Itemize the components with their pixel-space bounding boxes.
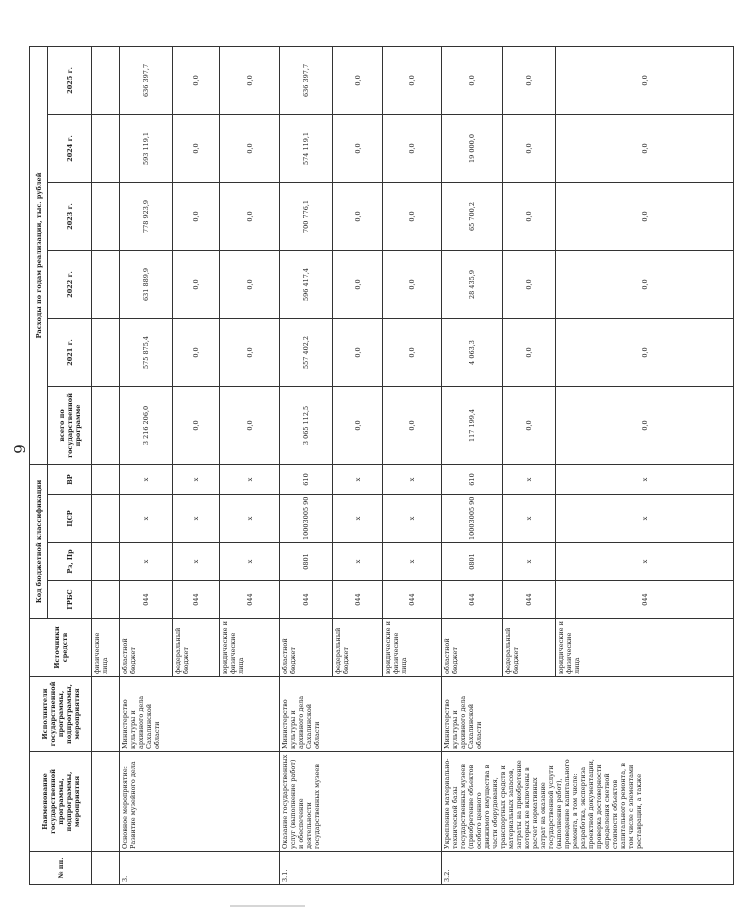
cell-source: юридические и физические лица bbox=[220, 619, 280, 677]
cell-total: 0,0 bbox=[503, 386, 556, 464]
cell-y2024: 0,0 bbox=[383, 114, 442, 182]
cell-y2024: 0,0 bbox=[173, 114, 220, 182]
cell-total: 117 199,4 bbox=[442, 386, 503, 464]
cell-csr bbox=[92, 495, 120, 543]
page-number: 6 bbox=[9, 444, 28, 454]
header-rzpr: Рз, Пр bbox=[48, 543, 92, 581]
cell-vr: х bbox=[120, 464, 173, 494]
cell-y2023: 778 923,9 bbox=[120, 182, 173, 250]
header-total: всего по государственной программе bbox=[48, 386, 92, 464]
cell-grbs: 044 bbox=[220, 581, 280, 619]
cell-grbs: 044 bbox=[280, 581, 333, 619]
header-executor: Исполнители государственной программы, подпрограммы, мероприятия bbox=[30, 677, 92, 752]
table-row bbox=[280, 46, 333, 884]
cell-grbs: 044 bbox=[442, 581, 503, 619]
cell-y2021: 0,0 bbox=[383, 318, 442, 386]
cell-y2023: 0,0 bbox=[220, 182, 280, 250]
cell-y2022: 631 889,9 bbox=[120, 250, 173, 318]
cell-rzpr: х bbox=[220, 543, 280, 581]
cell-total: 0,0 bbox=[173, 386, 220, 464]
cell-y2023: 0,0 bbox=[383, 182, 442, 250]
cell-grbs: 044 bbox=[383, 581, 442, 619]
header-csr: ЦСР bbox=[48, 495, 92, 543]
cell-vr: х bbox=[503, 464, 556, 494]
cell-num bbox=[92, 852, 120, 885]
cell-y2024: 574 119,1 bbox=[280, 114, 333, 182]
cell-y2021: 0,0 bbox=[220, 318, 280, 386]
cell-y2022: 0,0 bbox=[333, 250, 383, 318]
cell-y2024: 19 000,0 bbox=[442, 114, 503, 182]
cell-y2024: 593 119,1 bbox=[120, 114, 173, 182]
table-body bbox=[92, 46, 734, 884]
cell-vr: 610 bbox=[280, 464, 333, 494]
cell-y2025: 0,0 bbox=[220, 46, 280, 114]
cell-num: 3.2. bbox=[442, 852, 734, 885]
cell-y2024 bbox=[92, 114, 120, 182]
cell-executor: Министерство культуры и архивного дела Сахалинской области bbox=[442, 677, 734, 752]
cell-total: 0,0 bbox=[220, 386, 280, 464]
cell-name: Основное мероприятие: Развитие музейного дела bbox=[120, 752, 280, 852]
cell-y2023: 700 776,1 bbox=[280, 182, 333, 250]
cell-rzpr: 0801 bbox=[442, 543, 503, 581]
cell-y2022: 0,0 bbox=[556, 250, 734, 318]
cell-y2022: 0,0 bbox=[220, 250, 280, 318]
cell-y2024: 0,0 bbox=[556, 114, 734, 182]
cell-csr: х bbox=[120, 495, 173, 543]
cell-rzpr: х bbox=[120, 543, 173, 581]
cell-num: 3. bbox=[120, 852, 280, 885]
cell-y2021: 575 875,4 bbox=[120, 318, 173, 386]
cell-csr: 10003005 90 bbox=[280, 495, 333, 543]
cell-total: 0,0 bbox=[383, 386, 442, 464]
budget-table bbox=[29, 46, 734, 885]
table-row bbox=[120, 46, 173, 884]
cell-y2023: 65 700,2 bbox=[442, 182, 503, 250]
cell-csr: х bbox=[556, 495, 734, 543]
cell-y2024: 0,0 bbox=[333, 114, 383, 182]
rotated-page bbox=[29, 50, 649, 885]
cell-vr bbox=[92, 464, 120, 494]
cell-rzpr: х bbox=[383, 543, 442, 581]
header-grbs: ГРБС bbox=[48, 581, 92, 619]
cell-total: 3 065 112,5 bbox=[280, 386, 333, 464]
cell-y2021 bbox=[92, 318, 120, 386]
header-vr: ВР bbox=[48, 464, 92, 494]
cell-y2021: 557 402,2 bbox=[280, 318, 333, 386]
cell-csr: 10003005 90 bbox=[442, 495, 503, 543]
cell-executor: Министерство культуры и архивного дела Сахалинской области bbox=[280, 677, 442, 752]
cell-y2025: 0,0 bbox=[383, 46, 442, 114]
cell-grbs: 044 bbox=[333, 581, 383, 619]
cell-csr: х bbox=[383, 495, 442, 543]
cell-y2023: 0,0 bbox=[503, 182, 556, 250]
cell-grbs: 044 bbox=[120, 581, 173, 619]
cell-y2023: 0,0 bbox=[173, 182, 220, 250]
cell-executor bbox=[92, 677, 120, 752]
cell-vr: х bbox=[173, 464, 220, 494]
cell-y2022: 0,0 bbox=[383, 250, 442, 318]
cell-grbs bbox=[92, 581, 120, 619]
header-2021: 2021 г. bbox=[48, 318, 92, 386]
cell-rzpr: х bbox=[503, 543, 556, 581]
cell-rzpr bbox=[92, 543, 120, 581]
header-2024: 2024 г. bbox=[48, 114, 92, 182]
header-2023: 2023 г. bbox=[48, 182, 92, 250]
cell-y2025: 636 397,7 bbox=[280, 46, 333, 114]
cell-csr: х bbox=[333, 495, 383, 543]
cell-y2022: 0,0 bbox=[503, 250, 556, 318]
cell-vr: х bbox=[220, 464, 280, 494]
cell-y2023: 0,0 bbox=[333, 182, 383, 250]
cell-executor: Министерство культуры и архивного дела Сахалинской области bbox=[120, 677, 280, 752]
cell-vr: 610 bbox=[442, 464, 503, 494]
header-expenses: Расходы по годам реализации, тыс. рублей bbox=[30, 46, 48, 464]
cell-name bbox=[92, 752, 120, 852]
cell-csr: х bbox=[503, 495, 556, 543]
cell-y2024: 0,0 bbox=[503, 114, 556, 182]
cell-source: физические лица bbox=[92, 619, 120, 677]
cell-y2022: 0,0 bbox=[173, 250, 220, 318]
cell-source: федеральный бюджет bbox=[173, 619, 220, 677]
cell-y2021: 0,0 bbox=[503, 318, 556, 386]
cell-y2025: 0,0 bbox=[173, 46, 220, 114]
cell-y2021: 0,0 bbox=[173, 318, 220, 386]
header-source: Источники средств bbox=[30, 619, 92, 677]
cell-grbs: 044 bbox=[556, 581, 734, 619]
table-row bbox=[442, 46, 503, 884]
header-2022: 2022 г. bbox=[48, 250, 92, 318]
cell-source: областной бюджет bbox=[120, 619, 173, 677]
cell-name: Оказание государственных услуг (выполнение работ) и обеспечение деятельности государственных музеев bbox=[280, 752, 442, 852]
cell-rzpr: х bbox=[556, 543, 734, 581]
header-num: № пп. bbox=[30, 852, 92, 885]
cell-grbs: 044 bbox=[173, 581, 220, 619]
cell-source: юридические и физические лица bbox=[556, 619, 734, 677]
cell-y2025: 0,0 bbox=[556, 46, 734, 114]
cell-y2023: 0,0 bbox=[556, 182, 734, 250]
cell-total: 0,0 bbox=[333, 386, 383, 464]
header-name: Наименование государственной программы, подпрограммы, мероприятия bbox=[30, 752, 92, 852]
cell-source: областной бюджет bbox=[280, 619, 333, 677]
cell-y2021: 0,0 bbox=[556, 318, 734, 386]
cell-y2023 bbox=[92, 182, 120, 250]
header-2025: 2025 г. bbox=[48, 46, 92, 114]
cell-csr: х bbox=[220, 495, 280, 543]
cell-vr: х bbox=[383, 464, 442, 494]
cell-grbs: 044 bbox=[503, 581, 556, 619]
cell-y2021: 4 063,3 bbox=[442, 318, 503, 386]
cell-y2025: 0,0 bbox=[503, 46, 556, 114]
cell-vr: х bbox=[556, 464, 734, 494]
cell-y2025 bbox=[92, 46, 120, 114]
cell-y2025: 0,0 bbox=[333, 46, 383, 114]
header-budget-code: Код бюджетной классификации bbox=[30, 464, 48, 618]
cell-y2025: 636 397,7 bbox=[120, 46, 173, 114]
cell-total: 3 216 206,0 bbox=[120, 386, 173, 464]
cell-y2021: 0,0 bbox=[333, 318, 383, 386]
cell-y2022: 28 435,9 bbox=[442, 250, 503, 318]
table-row bbox=[92, 46, 120, 884]
cell-name: Укрепление материально-технической базы государственных музеев (приобретение объектов особого ценного движимого имущества в части оборудования, транспортных средств и материальных запасов, затраты на приобретение которых не включены в расчет нормативных затрат на оказание государственной услуги (выполнение работ), проведение капитального ремонта, в том числе: разработка, экспертиза проектной документации, проверка достоверности определения сметной стоимости объектов капитального ремонта, в том числе с элементами реставрации, а также bbox=[442, 752, 734, 852]
cell-source: федеральный бюджет bbox=[503, 619, 556, 677]
cell-y2022: 596 417,4 bbox=[280, 250, 333, 318]
cell-source: юридические и физические лица bbox=[383, 619, 442, 677]
cell-csr: х bbox=[173, 495, 220, 543]
cell-y2025: 0,0 bbox=[442, 46, 503, 114]
cell-rzpr: х bbox=[333, 543, 383, 581]
scan-artifact bbox=[230, 905, 305, 907]
cell-y2022 bbox=[92, 250, 120, 318]
cell-num: 3.1. bbox=[280, 852, 442, 885]
cell-total: 0,0 bbox=[556, 386, 734, 464]
cell-source: федеральный бюджет bbox=[333, 619, 383, 677]
cell-total bbox=[92, 386, 120, 464]
cell-y2024: 0,0 bbox=[220, 114, 280, 182]
cell-vr: х bbox=[333, 464, 383, 494]
cell-rzpr: х bbox=[173, 543, 220, 581]
cell-rzpr: 0801 bbox=[280, 543, 333, 581]
cell-source: областной бюджет bbox=[442, 619, 503, 677]
